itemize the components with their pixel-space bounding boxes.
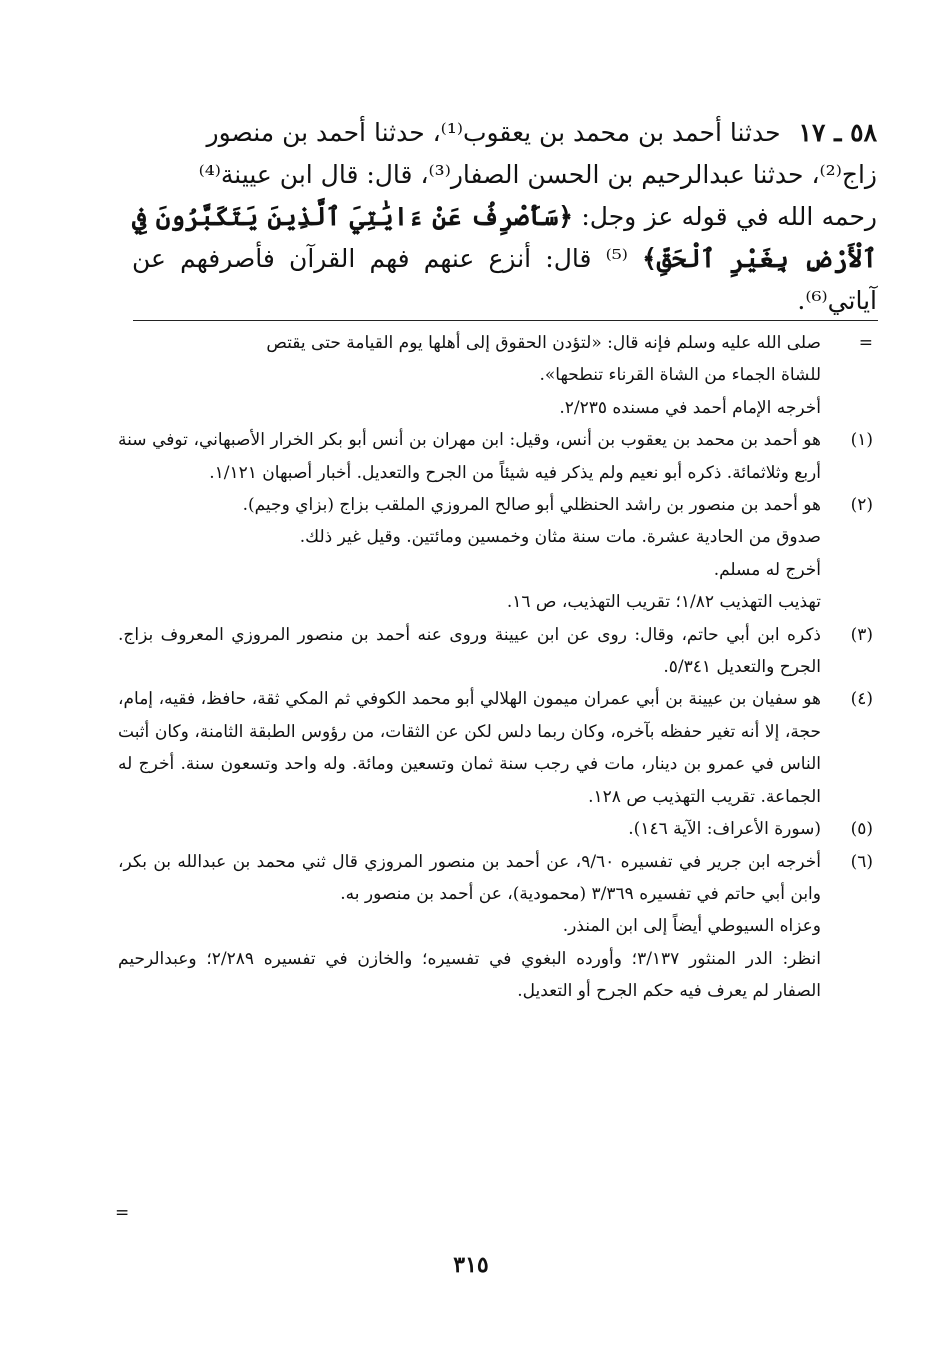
continuation-end-mark: =: [115, 1203, 130, 1223]
footnote-line: أخرج له مسلم.: [713, 559, 821, 580]
footnote-number: (٢): [850, 495, 873, 516]
footnote-text: أخرجه ابن جرير في تفسيره ٩/٦٠، عن أحمد بن منصور المروزي قال ثني محمد بن عبدالله بن بكر، وابن أبي حاتم في تفسيره ٣/٣٦٩ (محمودية)، عن أحمد بن منصور به.: [118, 851, 822, 904]
hadith-line: [132, 112, 877, 154]
footnote-number: (٦): [850, 851, 873, 872]
footnote-number: (٤): [850, 689, 873, 710]
footnote-line: انظر: الدر المنثور ٣/١٣٧؛ وأورده البغوي في تفسيره؛ والخازن في تفسيره ٢/٢٨٩؛ وعبدالرحيم الصفار لم يعرف فيه حكم الجرح أو التعديل.: [118, 948, 821, 1002]
continuation-mark: =: [858, 333, 873, 353]
footnote-6: [118, 846, 873, 1008]
footnote-4: [118, 683, 873, 813]
quran-verse: ﴿سَأَصْرِفُ عَنْ ءَايَٰتِيَ ٱلَّذِينَ يَتَكَبَّرُونَ فِي ٱلْأَرْضِ بِغَيْرِ ٱلْحَقِّ﴾: [132, 202, 877, 273]
footnote-line: هو أحمد بن منصور بن راشد الحنظلي أبو صالح المروزي الملقب بزاج (بزاي وجيم).: [242, 495, 821, 516]
hadith-chain-line2: زاج⁽²⁾، حدثنا عبدالرحيم بن الحسن الصفار⁽³⁾، قال: قال ابن عيينة⁽⁴⁾: [198, 160, 877, 189]
footnote-3: [118, 619, 873, 684]
footnote-line: وعزاه السيوطي أيضاً إلى ابن المنذر.: [562, 916, 821, 937]
hadith-text: [132, 112, 877, 322]
hadith-line: [132, 196, 877, 322]
footnote-number: (١): [850, 430, 873, 451]
footnote-2: [118, 489, 873, 619]
footnote-1: [118, 424, 873, 489]
footnote-line: صدوق من الحادية عشرة. مات سنة مثان وخمسين ومائتين. وقيل غير ذلك.: [299, 527, 821, 548]
footnote-line: صلى الله عليه وسلم فإنه قال: «لتؤدن الحقوق إلى أهلها يوم القيامة حتى يقتص: [266, 333, 821, 353]
footnote-number: (٥): [850, 819, 873, 840]
footnote-text: ذكره ابن أبي حاتم، وقال: روى عن ابن عيينة وروى عنه أحمد بن منصور المروزي المعروف بزاج. الجرح والتعديل ٥/٣٤١.: [118, 624, 821, 678]
hadith-text-end: ⁽⁵⁾ قال: أنزع عنهم فهم القرآن فأصرفهم عن آياتي⁽⁶⁾.: [132, 244, 877, 315]
page-number: ٣١٥: [453, 1252, 489, 1278]
footnote-text: (سورة الأعراف: الآية ١٤٦).: [628, 819, 821, 840]
footnote-text: هو سفيان بن عيينة بن أبي عمران ميمون الهلالي أبو محمد الكوفي ثم المكي ثقة، حافظ، فقيه، إمام، حجة، إلا أنه تغير حفظه بآخره، وكان ربما دلس لكن عن الثقات، من رؤوس الطبقة الثامنة، وكان أثبت الناس في عمرو بن دينار، مات في رجب سنة ثمان وتسعين ومائة. وله واحد وتسعون سنة. أخرج له الجماعة. تقريب التهذيب ص ١٢٨.: [118, 689, 821, 807]
footnote-line: تهذيب التهذيب ١/٨٢؛ تقريب التهذيب، ص ١٦.: [506, 592, 821, 613]
hadith-chain-line1: حدثنا أحمد بن محمد بن يعقوب⁽¹⁾، حدثنا أحمد بن منصور: [206, 118, 781, 147]
hadith-line: [132, 154, 877, 196]
footnote-continued: [118, 327, 873, 424]
footnote-divider: [133, 320, 878, 321]
footnote-line: للشاة الجماء من الشاة القرناء تنطحها».: [539, 365, 821, 386]
footnote-5: [118, 813, 873, 845]
footnotes: [118, 327, 873, 1008]
footnote-line: أخرجه الإمام أحمد في مسنده ٢/٢٣٥.: [559, 397, 821, 418]
footnote-text: هو أحمد بن محمد بن يعقوب بن أنس، وقيل: ابن مهران بن أنس أبو بكر الخرار الأصبهاني، توفي سنة أربع وثلاثمائة. ذكره أبو نعيم ولم يذكر فيه شيئاً من الجرح والتعديل. أخبار أصبهان ١/١٢١.: [118, 430, 821, 483]
hadith-intro: رحمه الله في قوله عز وجل:: [581, 202, 877, 231]
footnote-number: (٣): [850, 624, 873, 645]
hadith-number: ٥٨ ـ ١٧: [798, 118, 877, 147]
